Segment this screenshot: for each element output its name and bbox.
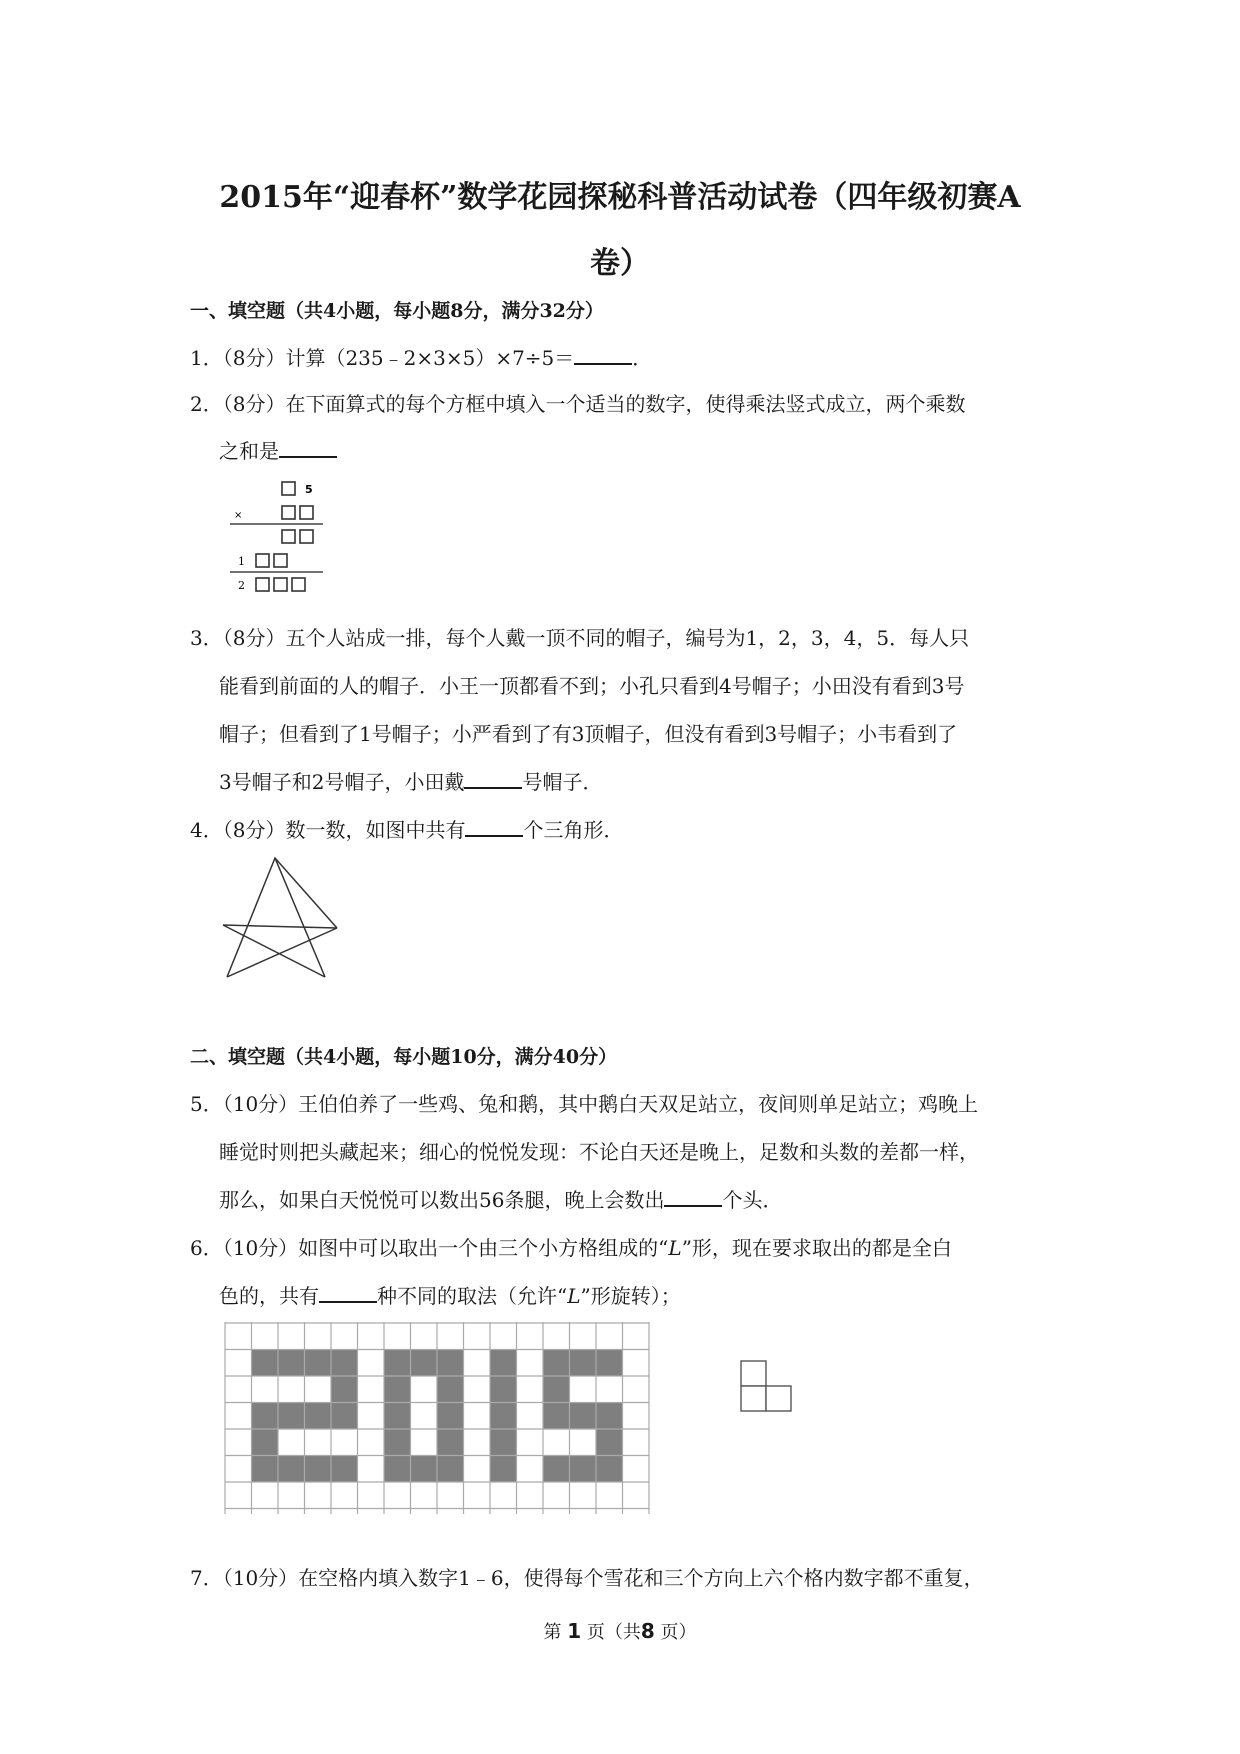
answer-blank — [664, 1187, 722, 1207]
question-1 — [190, 342, 652, 371]
footer-page-number: 1 — [567, 1619, 582, 1643]
question-2 — [190, 388, 965, 417]
grid-shaded-cell — [384, 1376, 411, 1403]
question-text: 个头． — [722, 1188, 783, 1212]
grid-shaded-cell — [437, 1429, 464, 1456]
grid-shaded-cell — [411, 1456, 438, 1483]
question-6-line2 — [219, 1280, 681, 1309]
grid-2015-figure — [224, 1322, 650, 1514]
question-6 — [190, 1232, 952, 1261]
l-shape-cell — [741, 1361, 766, 1386]
question-text: （8分）计算（235﹣2×3×5）×7÷5＝ — [222, 346, 575, 370]
l-letter: L — [668, 1236, 682, 1260]
footer-text: 页（共 — [586, 1622, 641, 1643]
question-number: 6． — [190, 1236, 223, 1260]
question-text: 3号帽子和2号帽子，小田戴 — [219, 770, 465, 794]
page-title-line1: 2015年“迎春杯”数学花园探秘科普活动试卷（四年级初赛A — [219, 180, 1021, 215]
digit-box — [274, 554, 287, 567]
grid-shaded-cell — [252, 1429, 279, 1456]
question-number: 7． — [190, 1566, 223, 1590]
grid-shaded-cell — [331, 1376, 358, 1403]
page-footer — [0, 1618, 1240, 1644]
grid-shaded-cell — [490, 1403, 517, 1430]
grid-shaded-cell — [570, 1456, 597, 1483]
grid-shaded-cell — [278, 1350, 305, 1377]
question-3 — [190, 622, 969, 651]
question-end: ． — [632, 346, 653, 370]
question-5-line2: 睡觉时则把头藏起来；细心的悦悦发现：不论白天还是晚上，足数和头数的差都一样， — [219, 1140, 979, 1164]
times-sign: × — [234, 510, 243, 521]
question-text: （8分）在下面算式的每个方框中填入一个适当的数字，使得乘法竖式成立，两个乘数 — [222, 392, 966, 416]
grid-shaded-cell — [252, 1456, 279, 1483]
question-2-line2 — [219, 435, 337, 464]
grid-shaded-cell — [543, 1456, 570, 1483]
question-text: 种不同的取法（允许“ — [377, 1284, 568, 1308]
grid-shaded-cell — [331, 1456, 358, 1483]
grid-shaded-cell — [596, 1456, 623, 1483]
triangle-figure — [215, 855, 350, 985]
question-number: 1． — [190, 346, 223, 370]
grid-shaded-cell — [384, 1456, 411, 1483]
digit-label: 5 — [305, 483, 313, 496]
grid-shaded-cell — [596, 1403, 623, 1430]
answer-blank — [319, 1283, 377, 1303]
grid-shaded-cell — [543, 1350, 570, 1377]
question-3-line4 — [219, 766, 602, 795]
digit-box — [256, 578, 269, 591]
grid-shaded-cell — [305, 1403, 332, 1430]
grid-shaded-cell — [596, 1350, 623, 1377]
grid-shaded-cell — [411, 1350, 438, 1377]
multiplication-figure — [220, 470, 330, 595]
l-letter: L — [567, 1284, 581, 1308]
question-number: 5． — [190, 1092, 223, 1116]
grid-shaded-cell — [543, 1376, 570, 1403]
digit-box — [256, 554, 269, 567]
grid-shaded-cell — [437, 1376, 464, 1403]
grid-shaded-cell — [596, 1429, 623, 1456]
l-shape-cell — [766, 1386, 791, 1411]
grid-shaded-cell — [252, 1350, 279, 1377]
section-heading-2: 二、填空题（共4小题，每小题10分，满分40分） — [190, 1046, 618, 1068]
answer-blank — [279, 438, 337, 458]
question-text: 之和是 — [219, 439, 279, 463]
grid-shaded-cell — [278, 1403, 305, 1430]
question-text: （10分）如图中可以取出一个由三个小方格组成的“ — [222, 1236, 669, 1260]
question-text: （8分）五个人站成一排，每个人戴一顶不同的帽子，编号为1，2，3，4，5．每人只 — [222, 626, 970, 650]
question-5-line3 — [219, 1184, 782, 1213]
question-text: （10分）在空格内填入数字1﹣6，使得每个雪花和三个方向上六个格内数字都不重复， — [222, 1566, 984, 1590]
grid-shaded-cell — [331, 1350, 358, 1377]
triangle-line — [223, 925, 337, 928]
grid-shaded-cell — [437, 1456, 464, 1483]
page-title-line2: 卷） — [590, 246, 650, 281]
grid-shaded-cell — [490, 1429, 517, 1456]
digit-box — [300, 506, 313, 519]
grid-shaded-cell — [252, 1403, 279, 1430]
question-text: 号帽子． — [522, 770, 603, 794]
question-3-line3: 帽子；但看到了1号帽子；小严看到了有3顶帽子，但没有看到3号帽子；小韦看到了 — [219, 722, 958, 746]
grid-shaded-cell — [570, 1350, 597, 1377]
grid-shaded-cell — [570, 1403, 597, 1430]
question-number: 2． — [190, 392, 223, 416]
question-5 — [190, 1088, 978, 1117]
digit-box — [282, 530, 295, 543]
digit-box — [282, 506, 295, 519]
digit-label: 1 — [238, 555, 245, 568]
grid-shaded-cell — [437, 1403, 464, 1430]
question-text: （10分）王伯伯养了一些鸡、兔和鹅，其中鹅白天双足站立，夜间则单足站立；鸡晚上 — [222, 1092, 979, 1116]
grid-shaded-cell — [305, 1350, 332, 1377]
grid-shaded-cell — [278, 1456, 305, 1483]
grid-shaded-cell — [384, 1350, 411, 1377]
question-7 — [190, 1562, 984, 1591]
question-number: 3． — [190, 626, 223, 650]
footer-total-pages: 8 — [640, 1619, 655, 1643]
footer-text: 第 — [543, 1622, 562, 1643]
answer-blank — [464, 769, 522, 789]
answer-blank — [465, 817, 523, 837]
digit-box — [300, 530, 313, 543]
l-shape-cell — [741, 1386, 766, 1411]
digit-box — [292, 578, 305, 591]
grid-shaded-cell — [384, 1429, 411, 1456]
grid-shaded-cell — [490, 1456, 517, 1483]
question-text: ”形旋转）； — [580, 1284, 681, 1308]
grid-shaded-cell — [384, 1403, 411, 1430]
grid-shaded-cell — [305, 1456, 332, 1483]
answer-blank — [574, 345, 632, 365]
section-heading-1: 一、填空题（共4小题，每小题8分，满分32分） — [190, 300, 604, 322]
triangle-line — [275, 858, 325, 977]
question-number: 4． — [190, 818, 223, 842]
question-text: （8分）数一数，如图中共有 — [222, 818, 466, 842]
grid-shaded-cell — [490, 1350, 517, 1377]
question-4 — [190, 814, 623, 843]
digit-label: 2 — [238, 579, 245, 592]
grid-shaded-cell — [331, 1403, 358, 1430]
footer-text: 页） — [660, 1622, 697, 1643]
l-shape-figure — [740, 1360, 794, 1414]
question-text: 色的，共有 — [219, 1284, 319, 1308]
question-text: 个三角形． — [523, 818, 624, 842]
digit-box — [274, 578, 287, 591]
triangle-line — [223, 925, 325, 977]
grid-shaded-cell — [437, 1350, 464, 1377]
grid-shaded-cell — [490, 1376, 517, 1403]
question-3-line2: 能看到前面的人的帽子．小王一顶都看不到；小孔只看到4号帽子；小田没有看到3号 — [219, 674, 965, 698]
digit-box — [282, 482, 295, 495]
question-text: ”形，现在要求取出的都是全白 — [681, 1236, 952, 1260]
question-text: 那么，如果白天悦悦可以数出56条腿，晚上会数出 — [219, 1188, 665, 1212]
grid-shaded-cell — [543, 1403, 570, 1430]
